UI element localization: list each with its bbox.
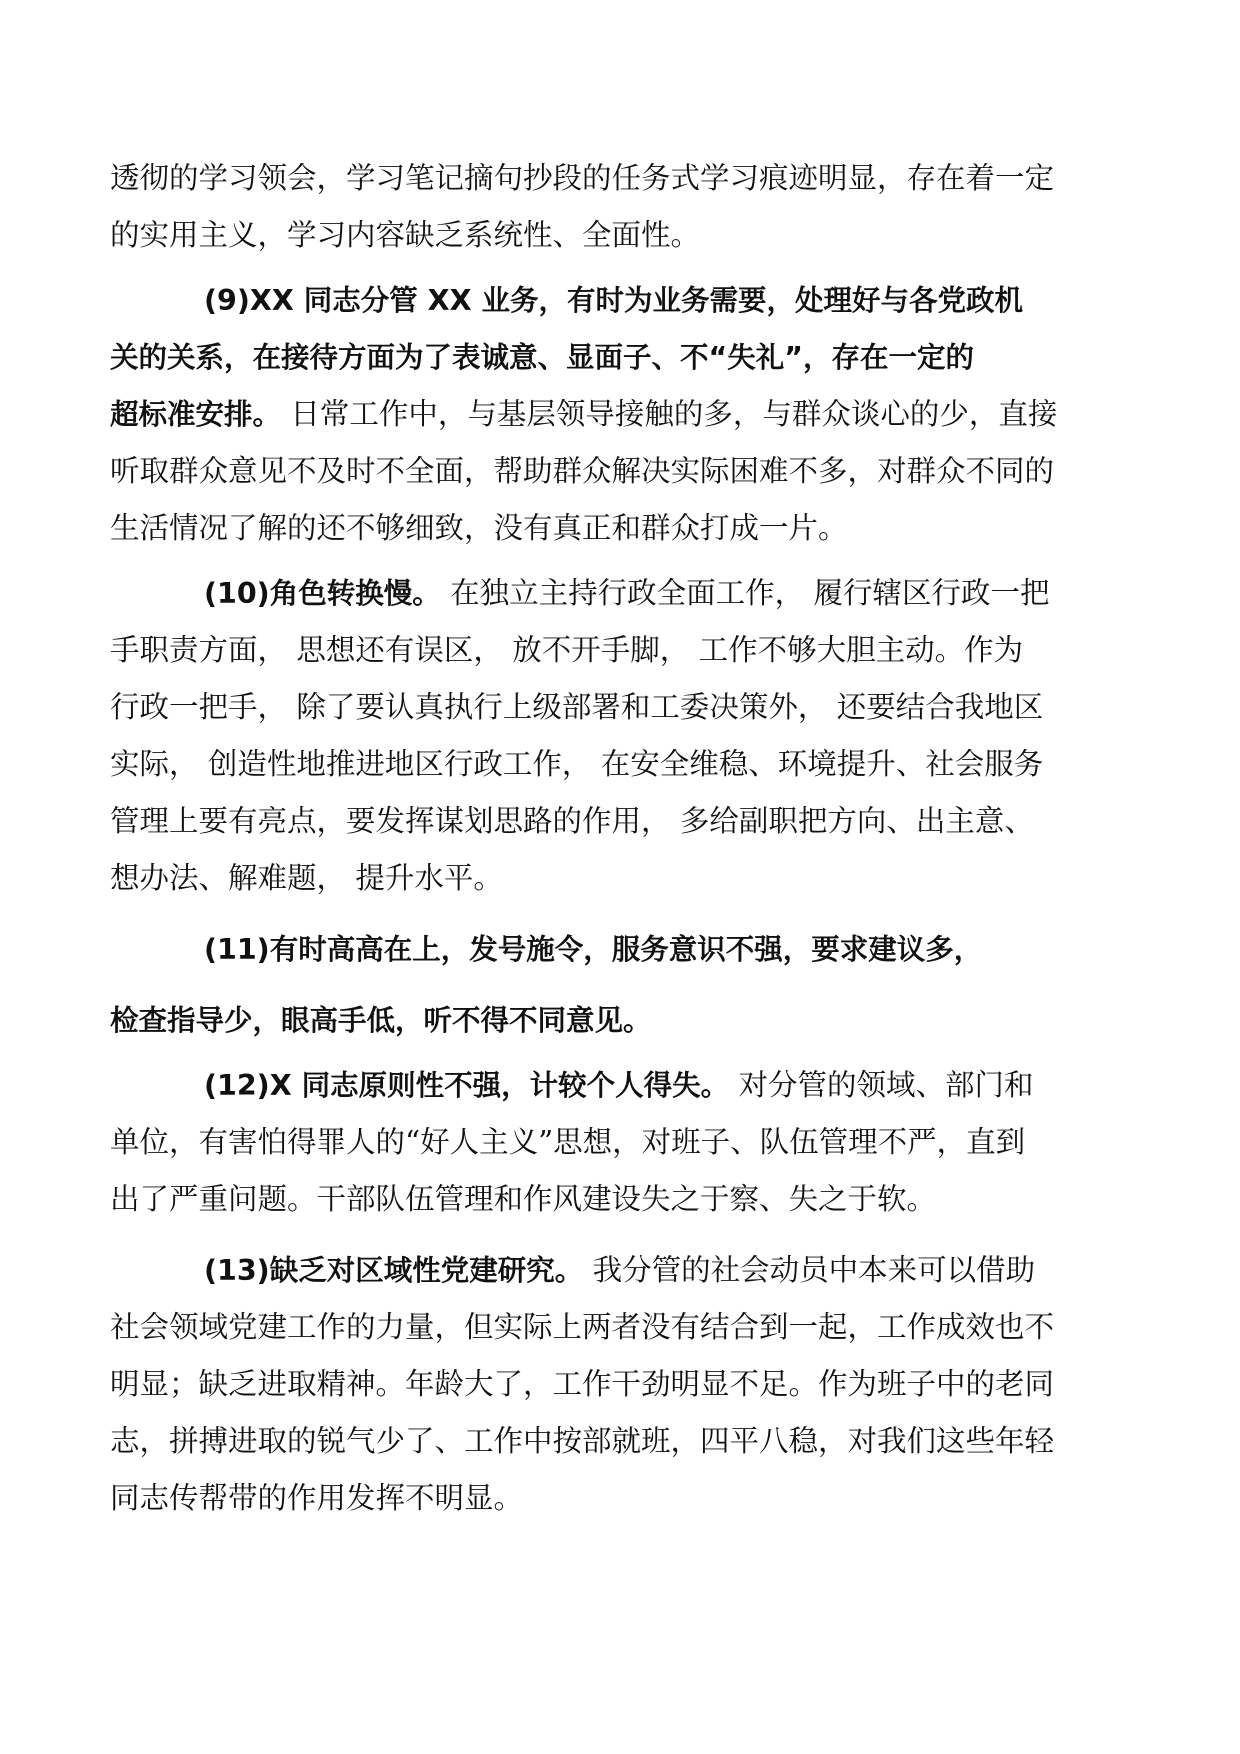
text-line: 行政一把手， 除了要认真执行上级部署和工委决策外， 还要结合我地区 xyxy=(110,690,1044,724)
mixed-line xyxy=(110,1057,1130,1114)
text-line: 实际， 创造性地推进地区行政工作， 在安全维稳、环境提升、社会服务 xyxy=(110,747,1044,781)
text-line: 透彻的学习领会，学习笔记摘句抄段的任务式学习痕迹明显，存在着一定 xyxy=(110,161,1055,195)
paragraph-heading: (10)角色转换慢。 xyxy=(204,577,441,610)
paragraph-text: 日常工作中，与基层领导接触的多，与群众谈心的少，直接 xyxy=(281,397,1058,431)
text-line: 想办法、解难题， 提升水平。 xyxy=(110,861,503,895)
paragraph-10 xyxy=(110,565,1130,907)
text-line: 单位，有害怕得罪人的“好人主义”思想，对班子、队伍管理不严，直到 xyxy=(110,1125,1026,1159)
paragraph-9 xyxy=(110,272,1130,557)
text-line: 社会领域党建工作的力量，但实际上两者没有结合到一起，工作成效也不 xyxy=(110,1310,1055,1344)
text-line: 志，拼搏进取的锐气少了、工作中按部就班，四平八稳，对我们这些年轻 xyxy=(110,1424,1055,1458)
text-line: 同志传帮带的作用发挥不明显。 xyxy=(110,1481,524,1515)
text-line: 明显；缺乏进取精神。年龄大了，工作干劲明显不足。作为班子中的老同 xyxy=(110,1367,1055,1401)
paragraph-13 xyxy=(110,1242,1130,1527)
paragraph-12 xyxy=(110,1057,1130,1228)
text-line: 听取群众意见不及时不全面，帮助群众解决实际困难不多，对群众不同的 xyxy=(110,454,1055,488)
bold-line: 关的关系，在接待方面为了表诚意、显面子、不“失礼”，存在一定的 xyxy=(110,341,974,374)
text-line: 生活情况了解的还不够细致，没有真正和群众打成一片。 xyxy=(110,511,848,545)
paragraph-heading: (13)缺乏对区域性党建研究。 xyxy=(204,1254,584,1287)
mixed-line xyxy=(110,1242,1130,1299)
paragraph-intro xyxy=(110,150,1130,264)
bold-line: (11)有时高高在上，发号施令，服务意识不强，要求建议多， xyxy=(204,933,983,966)
document-page xyxy=(110,150,1130,1527)
paragraph-text: 在独立主持行政全面工作， 履行辖区行政一把 xyxy=(440,576,1050,610)
text-line: 管理上要有亮点，要发挥谋划思路的作用， 多给副职把方向、出主意、 xyxy=(110,804,1034,838)
paragraph-heading: 超标准安排。 xyxy=(110,398,282,431)
paragraph-text: 对分管的领域、部门和 xyxy=(729,1068,1034,1102)
text-line: 出了严重问题。干部队伍管理和作风建设失之于察、失之于软。 xyxy=(110,1182,937,1216)
paragraph-heading: (12)X 同志原则性不强，计较个人得失。 xyxy=(204,1069,730,1102)
bold-line: (9)XX 同志分管 XX 业务，有时为业务需要，处理好与各党政机 xyxy=(204,284,1024,317)
mixed-line xyxy=(110,386,1130,443)
mixed-line xyxy=(110,565,1130,622)
text-line: 的实用主义，学习内容缺乏系统性、全面性。 xyxy=(110,218,701,252)
paragraph-11 xyxy=(110,921,1130,1049)
bold-line: 检查指导少，眼高手低，听不得不同意见。 xyxy=(110,1004,652,1037)
text-line: 手职责方面， 思想还有误区， 放不开手脚， 工作不够大胆主动。作为 xyxy=(110,633,1024,667)
paragraph-text: 我分管的社会动员中本来可以借助 xyxy=(583,1253,1036,1287)
